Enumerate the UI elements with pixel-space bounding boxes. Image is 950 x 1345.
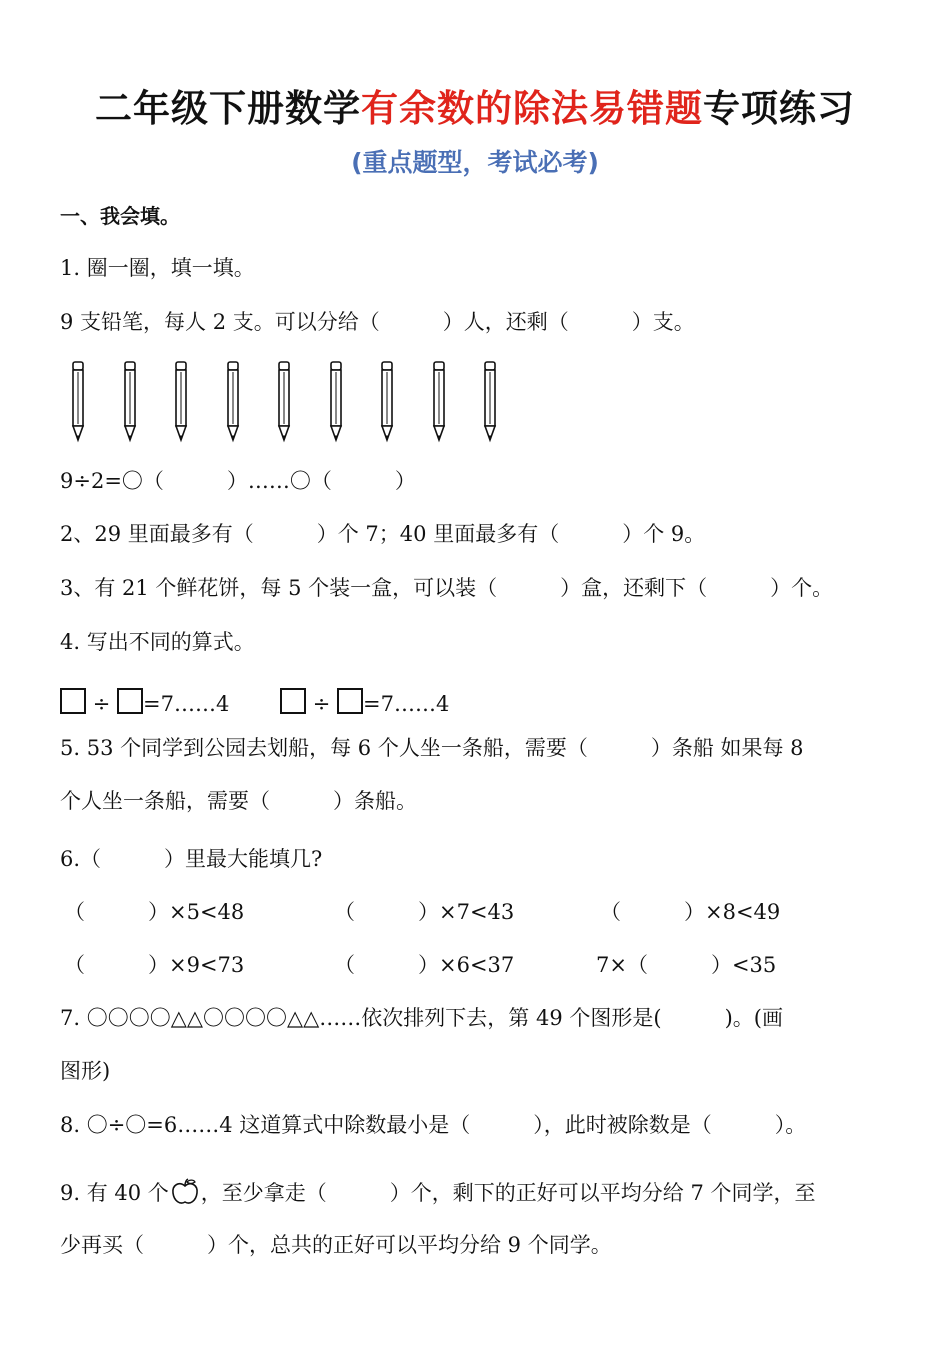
q3-text: 3、有 21 个鲜花饼，每 5 个装一盒，可以装（ ）盒，还剩下（ ）个。 xyxy=(60,576,834,600)
q2-text: 2、29 里面最多有（ ）个 7；40 里面最多有（ ）个 9。 xyxy=(60,522,706,546)
title-part-3: 专项练习 xyxy=(703,87,855,130)
blank-box xyxy=(117,688,143,714)
pencil-icon xyxy=(377,360,397,444)
pencil-icon xyxy=(480,360,500,444)
blank-box xyxy=(280,688,306,714)
pencil-icon xyxy=(68,360,88,444)
pencil-icon xyxy=(429,360,449,444)
q6-item: （ ）×8<49 xyxy=(600,900,781,924)
q9-line-1-end: ，至少拿走（ ）个，剩下的正好可以平均分给 7 个同学，至 xyxy=(200,1181,816,1205)
title-highlight: 有余数的除法易错题 xyxy=(361,87,703,130)
q7-line-1: 7. 〇〇〇〇△△〇〇〇〇△△……依次排列下去，第 49 个图形是( )。(画 xyxy=(60,1006,783,1030)
pencil-row xyxy=(68,360,508,446)
apple-icon xyxy=(169,1178,201,1213)
q1-equation: 9÷2=〇（ ）……〇（ ） xyxy=(60,469,416,493)
pencil-icon xyxy=(171,360,191,444)
q4-equation-1 xyxy=(60,688,229,718)
section-heading: 一、我会填。 xyxy=(60,204,180,228)
q8-text: 8. 〇÷〇=6……4 这道算式中除数最小是（ ），此时被除数是（ ）。 xyxy=(60,1113,807,1137)
q6-item: （ ）×9<73 xyxy=(64,953,245,977)
q6-label: 6.（ ）里最大能填几? xyxy=(60,847,323,871)
q9-line-1-start: 9. 有 40 个 xyxy=(60,1181,169,1205)
page-title xyxy=(0,78,950,132)
div-sign: ÷ xyxy=(92,692,111,716)
q5-line-2: 个人坐一条船，需要（ ）条船。 xyxy=(60,789,417,813)
blank-box xyxy=(60,688,86,714)
q4-equation-2 xyxy=(280,688,449,718)
q9-line-2: 少再买（ ）个，总共的正好可以平均分给 9 个同学。 xyxy=(60,1233,612,1257)
q6-item: （ ）×5<48 xyxy=(64,900,245,924)
page-subtitle: (重点题型，考试必考) xyxy=(351,148,599,177)
pencil-icon xyxy=(223,360,243,444)
q4-result: =7……4 xyxy=(362,692,450,716)
q7-line-2: 图形) xyxy=(60,1059,111,1083)
pencil-icon xyxy=(274,360,294,444)
q6-item: （ ）×7<43 xyxy=(334,900,515,924)
q9-line-1 xyxy=(60,1178,816,1213)
blank-box xyxy=(337,688,363,714)
div-sign: ÷ xyxy=(312,692,331,716)
q6-item: 7×（ ）<35 xyxy=(596,953,777,977)
title-part-1: 二年级下册数学 xyxy=(95,87,361,130)
q1-text: 9 支铅笔，每人 2 支。可以分给（ ）人，还剩（ ）支。 xyxy=(60,310,695,334)
q1-label: 1. 圈一圈，填一填。 xyxy=(60,256,255,280)
q4-result: =7……4 xyxy=(142,692,230,716)
q6-item: （ ）×6<37 xyxy=(334,953,515,977)
pencil-icon xyxy=(326,360,346,444)
q4-label: 4. 写出不同的算式。 xyxy=(60,630,255,654)
pencil-icon xyxy=(120,360,140,444)
q5-line-1: 5. 53 个同学到公园去划船，每 6 个人坐一条船，需要（ ）条船 如果每 8 xyxy=(60,736,804,760)
